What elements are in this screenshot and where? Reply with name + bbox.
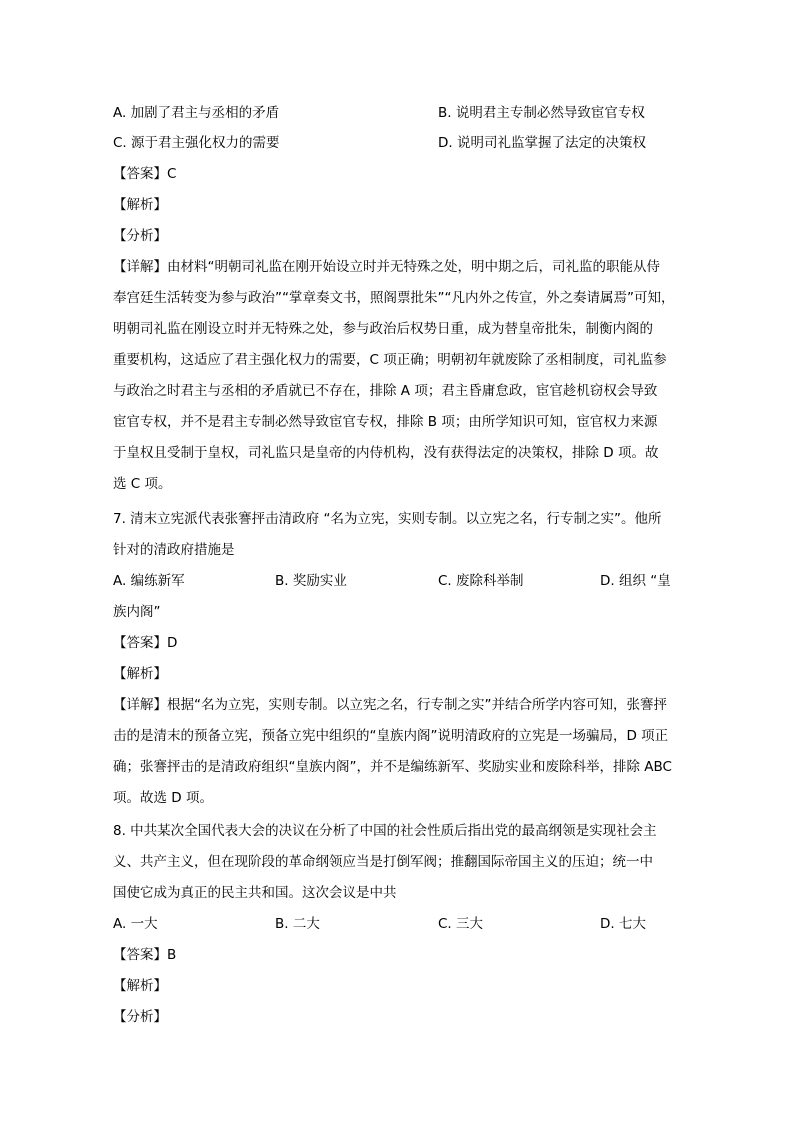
q6-option-c: C. 源于君主强化权力的需要	[113, 135, 280, 151]
q7-option-d: D. 组织 “皇	[600, 573, 671, 589]
q6-detail-line: 重要机构，这适应了君主强化权力的需要，C 项正确；明朝初年就废除了丞相制度，司礼监参	[113, 352, 667, 368]
q7-detail-line: 【详解】根据“名为立宪，实则专制。以立宪之名，行专制之实”并结合所学内容可知，张謇抨	[113, 697, 667, 713]
q8-stem-line: 8. 中共某次全国代表大会的决议在分析了中国的社会性质后指出党的最高纲领是实现社会主	[113, 823, 657, 839]
q8-option-c: C. 三大	[438, 916, 484, 932]
q7-detail-line: 击的是清末的预备立宪，预备立宪中组织的“皇族内阁”说明清政府的立宪是一场骗局，D 项正	[113, 728, 669, 744]
q8-stem-line: 国使它成为真正的民主共和国。这次会议是中共	[113, 885, 397, 901]
q7-option-b: B. 奖励实业	[275, 573, 347, 589]
q7-option-d-continued: 族内阁”	[113, 604, 161, 620]
q8-option-a: A. 一大	[113, 916, 158, 932]
q6-fenxi-heading: 【分析】	[113, 228, 167, 244]
q6-detail-line: 明朝司礼监在刚设立时并无特殊之处，参与政治后权势日重，成为替皇帝批朱，制衡内阁的	[113, 321, 653, 337]
q7-jiexi-heading: 【解析】	[113, 666, 167, 682]
q8-jiexi-heading: 【解析】	[113, 978, 167, 994]
q7-detail-line: 确；张謇抨击的是清政府组织“皇族内阁”，并不是编练新军、奖励实业和废除科举，排除 ABC	[113, 759, 672, 775]
q8-option-b: B. 二大	[275, 916, 320, 932]
q7-option-c: C. 废除科举制	[438, 573, 524, 589]
q6-detail-line: 宦官专权，并不是君主专制必然导致宦官专权，排除 B 项；由所学知识可知，宦官权力来源	[113, 414, 658, 430]
q6-option-a: A. 加剧了君主与丞相的矛盾	[113, 105, 280, 121]
q6-jiexi-heading: 【解析】	[113, 197, 167, 213]
q7-answer: 【答案】D	[113, 635, 178, 651]
q8-answer: 【答案】B	[113, 947, 177, 963]
q8-option-d: D. 七大	[600, 916, 646, 932]
q6-option-d: D. 说明司礼监掌握了法定的决策权	[438, 135, 646, 151]
q7-option-a: A. 编练新军	[113, 573, 185, 589]
q6-detail-line: 奉宫廷生活转变为参与政治”“掌章奏文书，照阁票批朱”“凡内外之传宣，外之奏请属焉”可知，	[113, 290, 675, 306]
q7-detail-line: 项。故选 D 项。	[113, 790, 213, 806]
q6-detail-line: 与政治之时君主与丞相的矛盾就已不存在，排除 A 项；君主昏庸怠政，宦官趁机窃权会导致	[113, 383, 658, 399]
q6-option-b: B. 说明君主专制必然导致宦官专权	[438, 105, 645, 121]
q7-stem-line: 7. 清末立宪派代表张謇抨击清政府 “名为立宪，实则专制。以立宪之名，行专制之实”。他所	[113, 511, 662, 527]
q6-detail-line: 选 C 项。	[113, 476, 172, 492]
q8-stem-line: 义、共产主义，但在现阶段的革命纲领应当是打倒军阀；推翻国际帝国主义的压迫；统一中	[113, 854, 653, 870]
q6-detail-line: 【详解】由材料“明朝司礼监在刚开始设立时并无特殊之处，明中期之后，司礼监的职能从侍	[113, 259, 660, 275]
q6-detail-line: 于皇权且受制于皇权，司礼监只是皇帝的内侍机构，没有获得法定的决策权，排除 D 项。故	[113, 445, 659, 461]
q6-answer: 【答案】C	[113, 166, 177, 182]
q7-stem-line: 针对的清政府措施是	[113, 542, 235, 558]
q8-fenxi-heading: 【分析】	[113, 1009, 167, 1025]
